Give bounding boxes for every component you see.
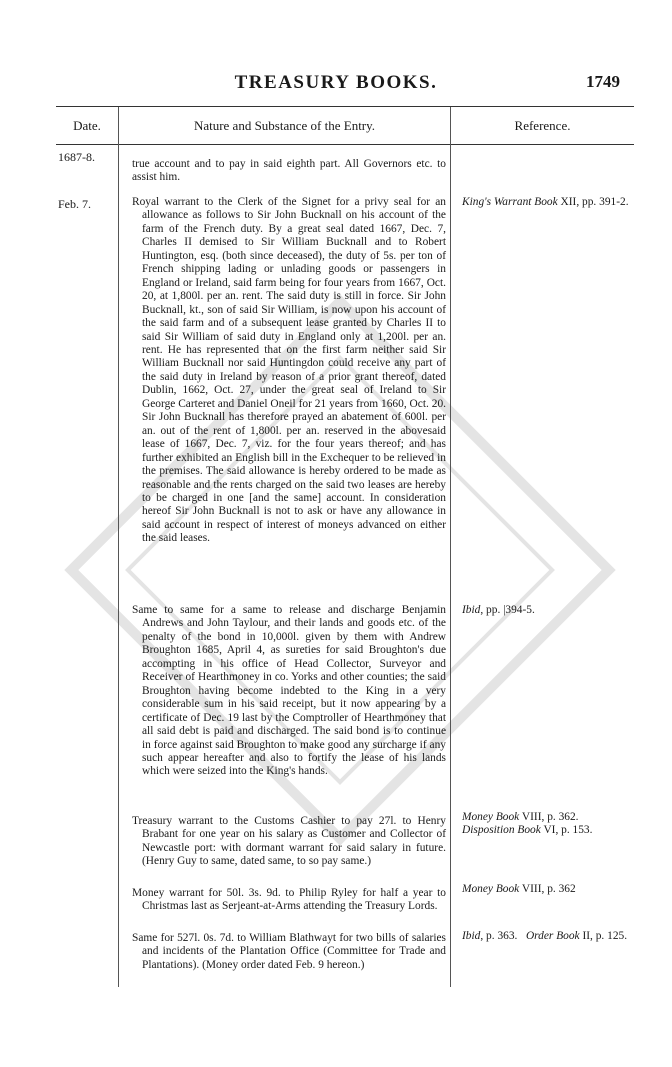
column-header-nature: Nature and Substance of the Entry. xyxy=(193,118,376,133)
entry-text: Money warrant for 50l. 3s. 9d. to Philip Ryley for half a year to Christmas last as Serjeant-at-Arms attending the Treasury Lords. xyxy=(132,887,446,913)
entry-text: Royal warrant to the Clerk of the Signet for a privy seal for an allowance as follows to Sir John Bucknall on his account of the farm of the French duty. By a great seal dated 1667, Dec. 7, Charles II demised to Sir William Bucknall and to Robert Huntington, esq. (both since deceased), the duty of 5s. per ton of French shipping lading or unlading goods or passengers in England or Ireland, said farm being for four years from 1667, Oct. 20, at 1,800l. per an. rent. The said duty is still in force. Sir John Bucknall, kt., son of said Sir William, is now upon his account of the said farm and of a subsequent lease granted by Charles II to said Sir William of said duty in England only at 1,200l. per an. rent. He has represented that on the first farm neither said Sir William Bucknall nor said Huntingdon could receive any part of the said duty in Ireland by reason of a prior grant thereof, dated Dublin, 1662, Oct. 27, under the great seal of Ireland to Sir George Carteret and Daniel Oneil for 21 years from 1660, Oct. 20. Sir John Bucknall has therefore prayed an abatement of 600l. per an. out of the rent of 1,800l. per an. reserved in the abovesaid lease of 1667, Dec. 7, viz. for the four years thereof; and has further exhibited an English bill in the Exchequer to be relieved in the premises. The said allowance is hereby ordered to be made as reasonable and the rents charged on the said two leases are hereby to be charged in one [and the same] account. In consideration hereof Sir John Bucknall is not to ask or have any allowance in said account in respect of interest of moneys advanced on either the said leases. xyxy=(132,196,446,545)
column-header-reference: Reference. xyxy=(514,118,571,133)
column-divider-date xyxy=(118,107,119,987)
entry-reference xyxy=(462,811,634,838)
reference-pages-secondary: VI, p. 153. xyxy=(540,824,593,837)
entry-reference xyxy=(462,883,634,896)
entry-text: Same to same for a same to release and discharge Benjamin Andrews and John Taylour, and their lands and goods etc. of the penalty of the bond in 10,000l. given by them with Andrew Broughton 1685, April 4, as sureties for said Broughton's due accompting in his office of Head Collector, Surveyor and Receiver of Hearthmoney in co. Yorks and other counties; the said Broughton having become indebted to the King in a very considerable sum in his said receipt, but it now appearing by a certificate of Dec. 19 last by the Comptroller of Hearthmoney that all said debt is paid and discharged. The said bond is to continue in force against said Broughton to make good any surcharge if any such appear hereafter and also to fortify the lease of his lands which were seized into the King's hands. xyxy=(132,604,446,778)
reference-pages: VIII, p. 362 xyxy=(519,883,576,895)
reference-pages: XII, pp. 391-2. xyxy=(557,196,629,208)
entry-reference xyxy=(462,930,634,943)
reference-pages-secondary: II, p. 125. xyxy=(579,930,628,942)
entry-text: Treasury warrant to the Customs Cashier to pay 27l. to Henry Brabant for one year on his salary as Customer and Collector of Newcastle port: with dormant warrant for said salary in future. (Henry Guy to same, dated same, to so pay same.) xyxy=(132,815,446,868)
reference-pages: VIII, p. 362. xyxy=(519,811,579,823)
entry-reference xyxy=(462,196,634,209)
entry-reference xyxy=(462,604,634,617)
running-title: TREASURY BOOKS. xyxy=(234,72,438,93)
reference-pages: , p. 363. xyxy=(480,930,518,942)
reference-book: King's Warrant Book xyxy=(462,196,558,208)
reference-book: Ibid xyxy=(462,930,481,942)
entry-text: true account and to pay in said eighth part. All Governors etc. to assist him. xyxy=(132,158,446,184)
page-number: 1749 xyxy=(586,72,620,91)
column-header-date: Date. xyxy=(73,118,101,133)
column-divider-reference xyxy=(450,107,451,987)
reference-book-secondary: Order Book xyxy=(525,930,580,942)
entry-date: Feb. 7. xyxy=(58,197,91,211)
table-top-rule xyxy=(56,106,634,107)
entry-text: Same for 527l. 0s. 7d. to William Blathwayt for two bills of salaries and incidents of the Plantation Office (Committee for Trade and Plantations). (Money order dated Feb. 9 hereon.) xyxy=(132,932,446,971)
reference-book: Money Book xyxy=(462,811,520,823)
table-header-rule xyxy=(56,144,634,145)
reference-book-secondary: Disposition Book xyxy=(462,824,541,837)
reference-book: Money Book xyxy=(462,883,520,895)
reference-book: Ibid xyxy=(462,604,481,616)
reference-pages: , pp. |394-5. xyxy=(480,604,535,616)
entry-date: 1687-8. xyxy=(58,150,95,164)
